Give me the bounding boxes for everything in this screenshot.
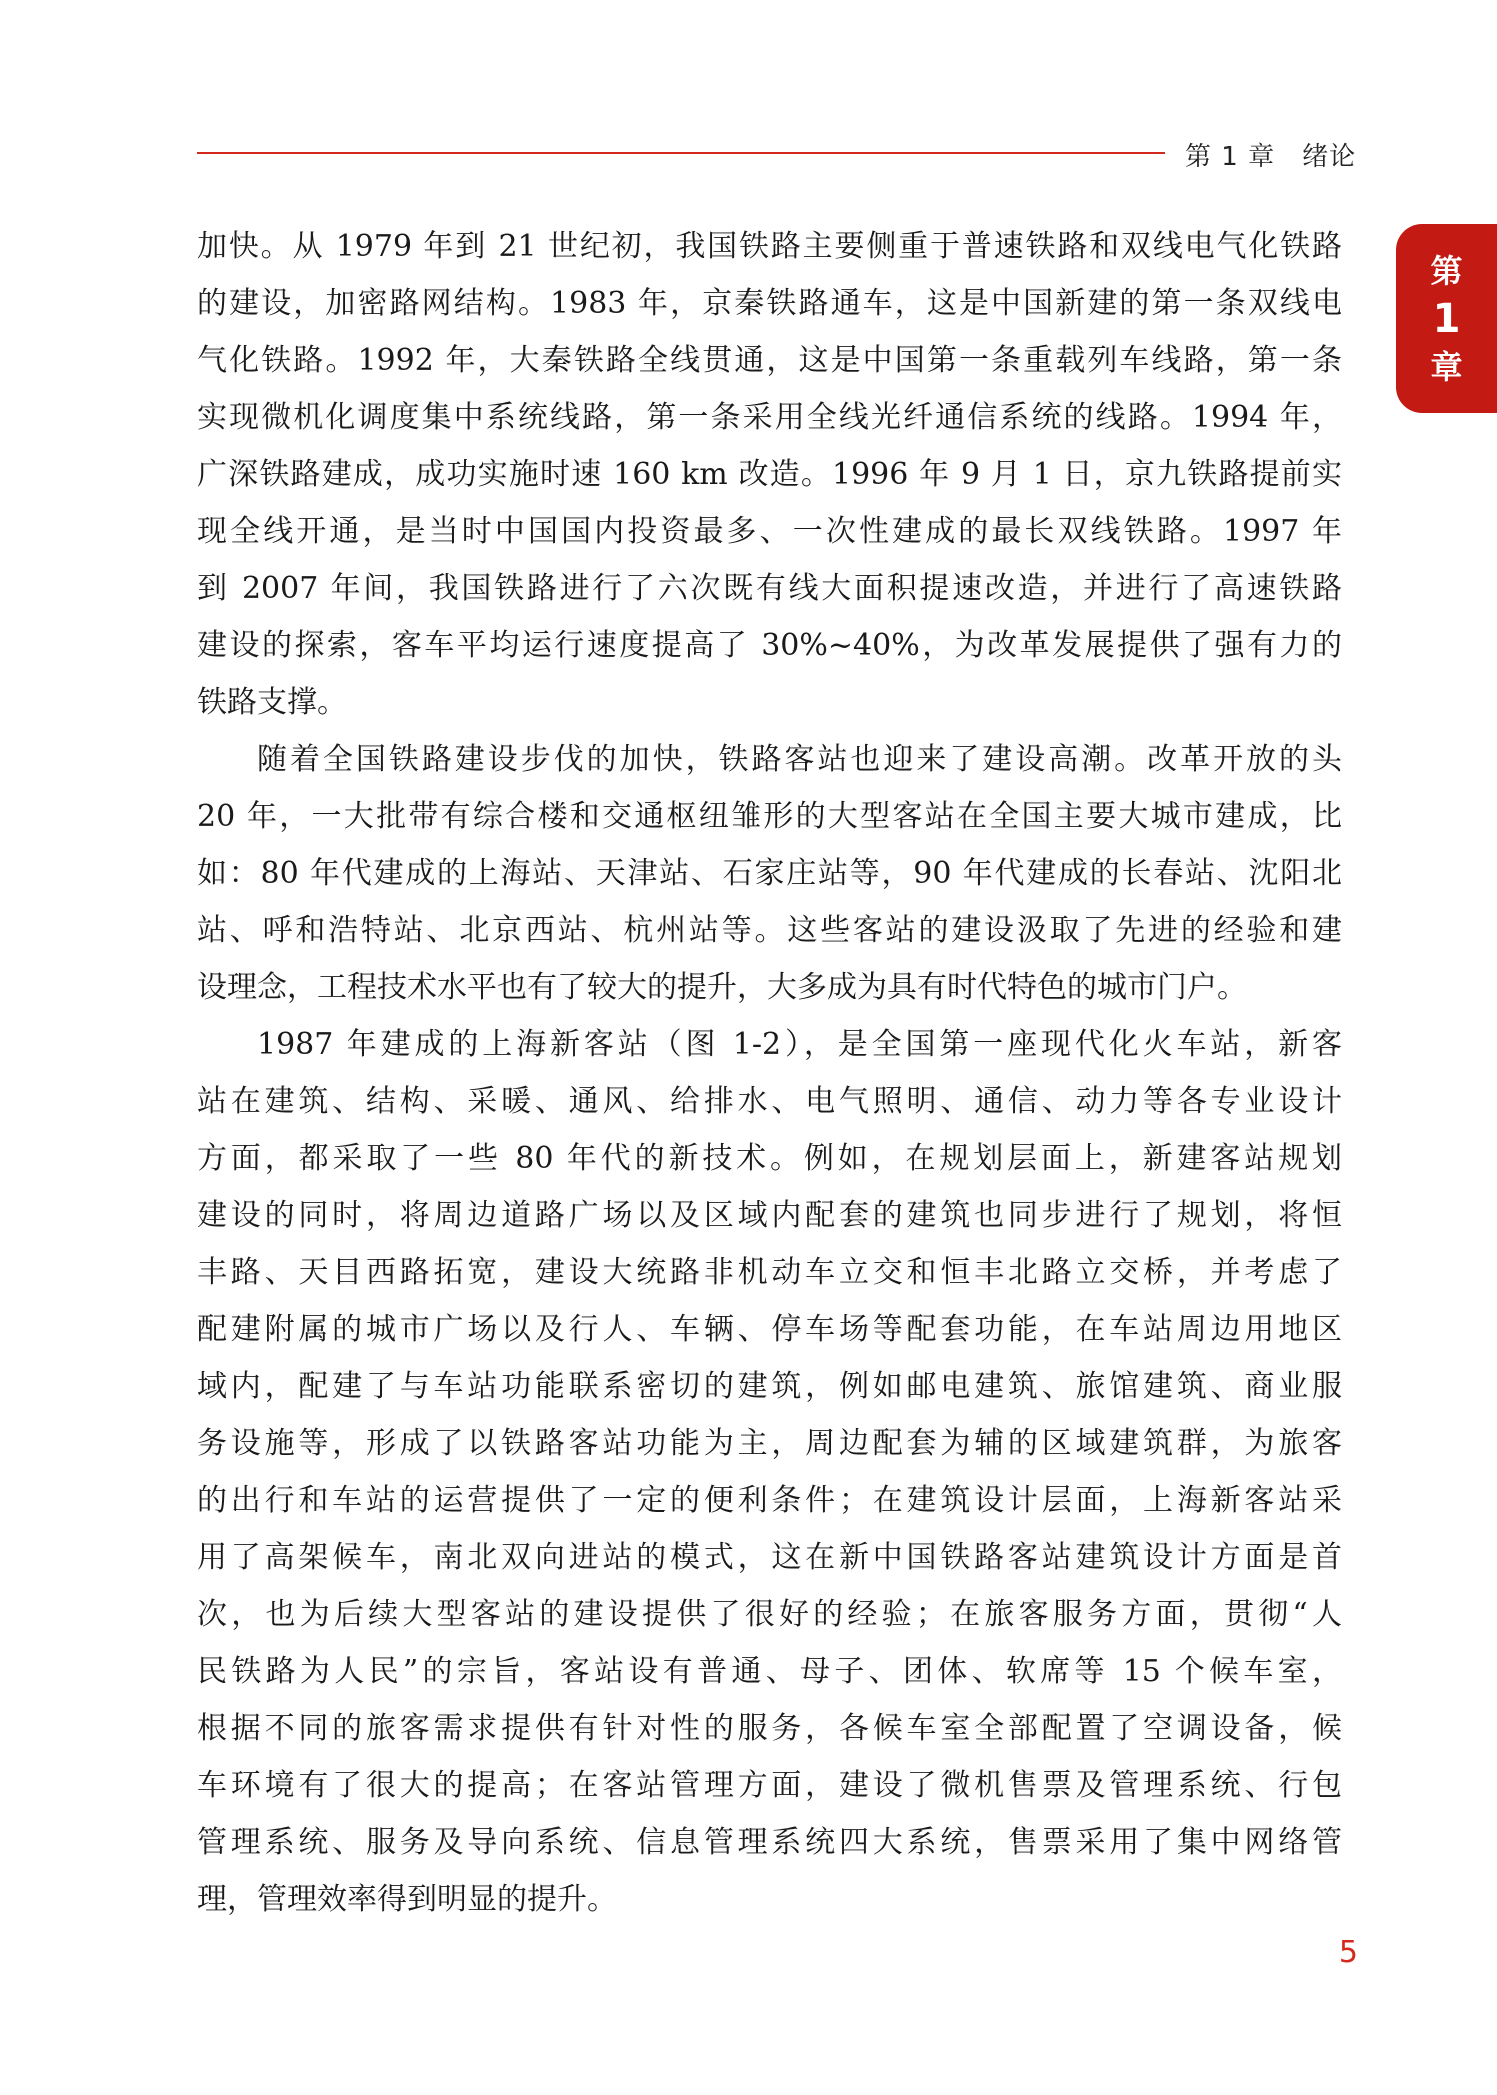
chapter-tab-line3: 章	[1430, 347, 1463, 386]
text-line: 配建附属的城市广场以及行人、车辆、停车场等配套功能，在车站周边用地区	[197, 1312, 1342, 1347]
text-line: 1987 年建成的上海新客站（图 1-2），是全国第一座现代化火车站，新客	[257, 1027, 1342, 1062]
header-rule	[197, 152, 1165, 154]
text-line: 管理系统、服务及导向系统、信息管理系统四大系统，售票采用了集中网络管	[197, 1825, 1342, 1860]
text-line: 加快。从 1979 年到 21 世纪初，我国铁路主要侧重于普速铁路和双线电气化铁路	[197, 229, 1342, 264]
text-line: 次，也为后续大型客站的建设提供了很好的经验；在旅客服务方面，贯彻“人	[197, 1597, 1342, 1632]
text-line: 务设施等，形成了以铁路客站功能为主，周边配套为辅的区域建筑群，为旅客	[197, 1426, 1342, 1461]
text-line: 的出行和车站的运营提供了一定的便利条件；在建筑设计层面，上海新客站采	[197, 1483, 1342, 1518]
chapter-tab-number: 1	[1432, 295, 1461, 342]
chapter-tab-line1: 第	[1430, 251, 1463, 290]
text-line: 车环境有了很大的提高；在客站管理方面，建设了微机售票及管理系统、行包	[197, 1768, 1342, 1803]
text-line: 广深铁路建成，成功实施时速 160 km 改造。1996 年 9 月 1 日，京九铁路提前实	[197, 457, 1342, 492]
paragraph	[197, 218, 1342, 731]
chapter-tab	[1396, 224, 1497, 413]
text-line: 用了高架候车，南北双向进站的模式，这在新中国铁路客站建筑设计方面是首	[197, 1540, 1342, 1575]
text-line: 现全线开通，是当时中国国内投资最多、一次性建成的最长双线铁路。1997 年	[197, 514, 1342, 549]
text-line: 建设的同时，将周边道路广场以及区域内配套的建筑也同步进行了规划，将恒	[197, 1198, 1342, 1233]
running-header: 第 1 章 绪论	[1185, 142, 1357, 172]
text-line: 域内，配建了与车站功能联系密切的建筑，例如邮电建筑、旅馆建筑、商业服	[197, 1369, 1342, 1404]
text-line: 根据不同的旅客需求提供有针对性的服务，各候车室全部配置了空调设备，候	[197, 1711, 1342, 1746]
page-number: 5	[1338, 1935, 1358, 1970]
text-line: 理，管理效率得到明显的提升。	[197, 1882, 617, 1917]
text-line: 站在建筑、结构、采暖、通风、给排水、电气照明、通信、动力等各专业设计	[197, 1084, 1342, 1119]
text-line: 方面，都采取了一些 80 年代的新技术。例如，在规划层面上，新建客站规划	[197, 1141, 1342, 1176]
text-line: 实现微机化调度集中系统线路，第一条采用全线光纤通信系统的线路。1994 年，	[197, 400, 1342, 435]
text-line: 20 年，一大批带有综合楼和交通枢纽雏形的大型客站在全国主要大城市建成，比	[197, 799, 1342, 834]
text-line: 到 2007 年间，我国铁路进行了六次既有线大面积提速改造，并进行了高速铁路	[197, 571, 1342, 606]
text-line: 设理念，工程技术水平也有了较大的提升，大多成为具有时代特色的城市门户。	[197, 970, 1247, 1005]
text-line: 如：80 年代建成的上海站、天津站、石家庄站等，90 年代建成的长春站、沈阳北	[197, 856, 1342, 891]
text-line: 的建设，加密路网结构。1983 年，京秦铁路通车，这是中国新建的第一条双线电	[197, 286, 1342, 321]
text-line: 丰路、天目西路拓宽，建设大统路非机动车立交和恒丰北路立交桥，并考虑了	[197, 1255, 1342, 1290]
text-line: 民铁路为人民”的宗旨，客站设有普通、母子、团体、软席等 15 个候车室，	[197, 1654, 1342, 1689]
body-text	[197, 218, 1342, 1928]
text-line: 站、呼和浩特站、北京西站、杭州站等。这些客站的建设汲取了先进的经验和建	[197, 913, 1342, 948]
text-line: 铁路支撑。	[197, 685, 347, 720]
text-line: 建设的探索，客车平均运行速度提高了 30%~40%，为改革发展提供了强有力的	[197, 628, 1342, 663]
paragraph	[197, 731, 1342, 1016]
paragraph	[197, 1016, 1342, 1928]
text-line: 气化铁路。1992 年，大秦铁路全线贯通，这是中国第一条重载列车线路，第一条	[197, 343, 1342, 378]
text-line: 随着全国铁路建设步伐的加快，铁路客站也迎来了建设高潮。改革开放的头	[257, 742, 1342, 777]
